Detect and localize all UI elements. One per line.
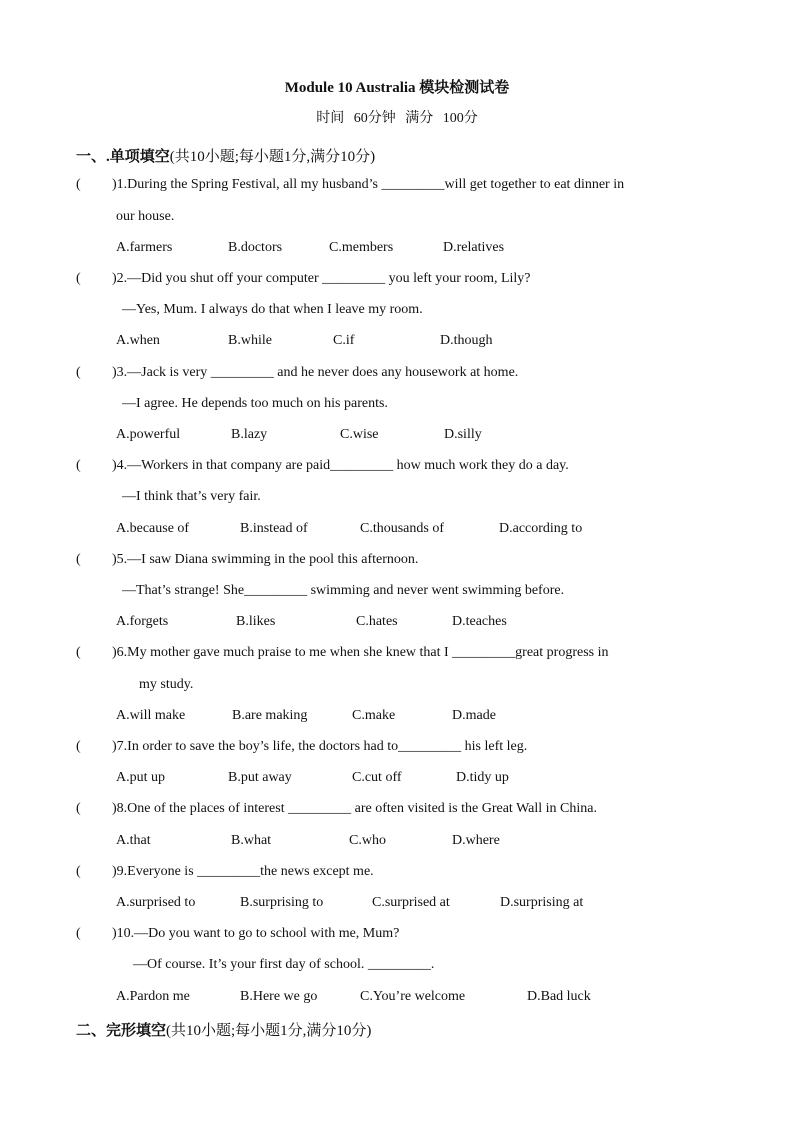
page-title: Module 10 Australia 模块检测试卷	[284, 80, 510, 96]
option-b: B.while	[228, 333, 272, 348]
question-continuation: —I think that’s very fair.	[122, 489, 261, 504]
option-b: B.surprising to	[240, 895, 324, 910]
option-c: C.thousands of	[360, 521, 444, 536]
question-stem: )3.—Jack is very _________ and he never does any housework at home.	[112, 365, 519, 380]
option-d: D.according to	[499, 521, 583, 536]
option-b: B.instead of	[240, 521, 308, 536]
option-c: C.members	[329, 240, 394, 255]
option-c: C.surprised at	[372, 895, 450, 910]
option-a: A.will make	[116, 708, 186, 723]
answer-paren: (	[76, 739, 81, 754]
answer-paren: (	[76, 926, 81, 941]
question-stem: )1.During the Spring Festival, all my husband’s _________will get together to eat dinner in	[112, 177, 625, 192]
option-b: B.Here we go	[240, 989, 318, 1004]
option-a: A.farmers	[116, 240, 173, 255]
answer-paren: (	[76, 645, 81, 660]
option-d: D.though	[440, 333, 493, 348]
option-d: D.Bad luck	[527, 989, 591, 1004]
option-b: B.are making	[232, 708, 308, 723]
option-c: C.hates	[356, 614, 398, 629]
option-d: D.teaches	[452, 614, 507, 629]
option-c: C.You’re welcome	[360, 989, 466, 1004]
question-stem: )4.—Workers in that company are paid_________ how much work they do a day.	[112, 458, 569, 473]
option-b: B.put away	[228, 770, 292, 785]
section-heading-2-rest: (共10小题;每小题1分,满分10分)	[166, 1023, 372, 1039]
answer-paren: (	[76, 552, 81, 567]
option-b: B.likes	[236, 614, 276, 629]
question-stem: )5.—I saw Diana swimming in the pool this afternoon.	[112, 552, 419, 567]
option-c: C.cut off	[352, 770, 402, 785]
option-d: D.tidy up	[456, 770, 509, 785]
question-stem: )6.My mother gave much praise to me when she knew that I _________great progress in	[112, 645, 609, 660]
answer-paren: (	[76, 177, 81, 192]
section-heading-2-bold: 二、完形填空	[76, 1023, 167, 1039]
section-heading-2	[76, 1019, 371, 1040]
answer-paren: (	[76, 365, 81, 380]
option-a: A.because of	[116, 521, 190, 536]
section-heading-1	[76, 145, 375, 166]
question-stem: )10.—Do you want to go to school with me, Mum?	[112, 926, 400, 941]
option-b: B.what	[231, 833, 272, 848]
option-d: D.relatives	[443, 240, 505, 255]
option-b: B.lazy	[231, 427, 268, 442]
option-c: C.make	[352, 708, 396, 723]
option-c: C.wise	[340, 427, 379, 442]
option-d: D.surprising at	[500, 895, 584, 910]
question-continuation: my study.	[139, 677, 194, 692]
option-a: A.forgets	[116, 614, 169, 629]
option-d: D.made	[452, 708, 496, 723]
option-a: A.surprised to	[116, 895, 196, 910]
option-d: D.where	[452, 833, 500, 848]
option-a: A.put up	[116, 770, 165, 785]
question-continuation: —Of course. It’s your first day of school. _________.	[133, 957, 435, 972]
question-stem: )9.Everyone is _________the news except me.	[112, 864, 374, 879]
answer-paren: (	[76, 458, 81, 473]
question-continuation: our house.	[116, 209, 175, 224]
option-c: C.if	[333, 333, 355, 348]
section-heading-1-bold: 一、.单项填空	[76, 149, 170, 165]
section-heading-1-rest: (共10小题;每小题1分,满分10分)	[169, 149, 376, 165]
option-d: D.silly	[444, 427, 482, 442]
option-a: A.when	[116, 333, 160, 348]
option-a: A.powerful	[116, 427, 181, 442]
question-stem: )2.—Did you shut off your computer _________ you left your room, Lily?	[112, 271, 531, 286]
answer-paren: (	[76, 801, 81, 816]
question-stem: )7.In order to save the boy’s life, the doctors had to_________ his left leg.	[112, 739, 528, 754]
question-continuation: —That’s strange! She_________ swimming and never went swimming before.	[122, 583, 565, 598]
question-stem: )8.One of the places of interest _________ are often visited is the Great Wall in China.	[112, 801, 597, 816]
option-a: A.that	[116, 833, 151, 848]
option-c: C.who	[349, 833, 386, 848]
answer-paren: (	[76, 864, 81, 879]
option-b: B.doctors	[228, 240, 283, 255]
question-continuation: —I agree. He depends too much on his parents.	[122, 396, 388, 411]
answer-paren: (	[76, 271, 81, 286]
exam-time-score: 时间 60分钟 满分 100分	[316, 111, 478, 126]
option-a: A.Pardon me	[116, 989, 190, 1004]
question-continuation: —Yes, Mum. I always do that when I leave my room.	[122, 302, 423, 317]
